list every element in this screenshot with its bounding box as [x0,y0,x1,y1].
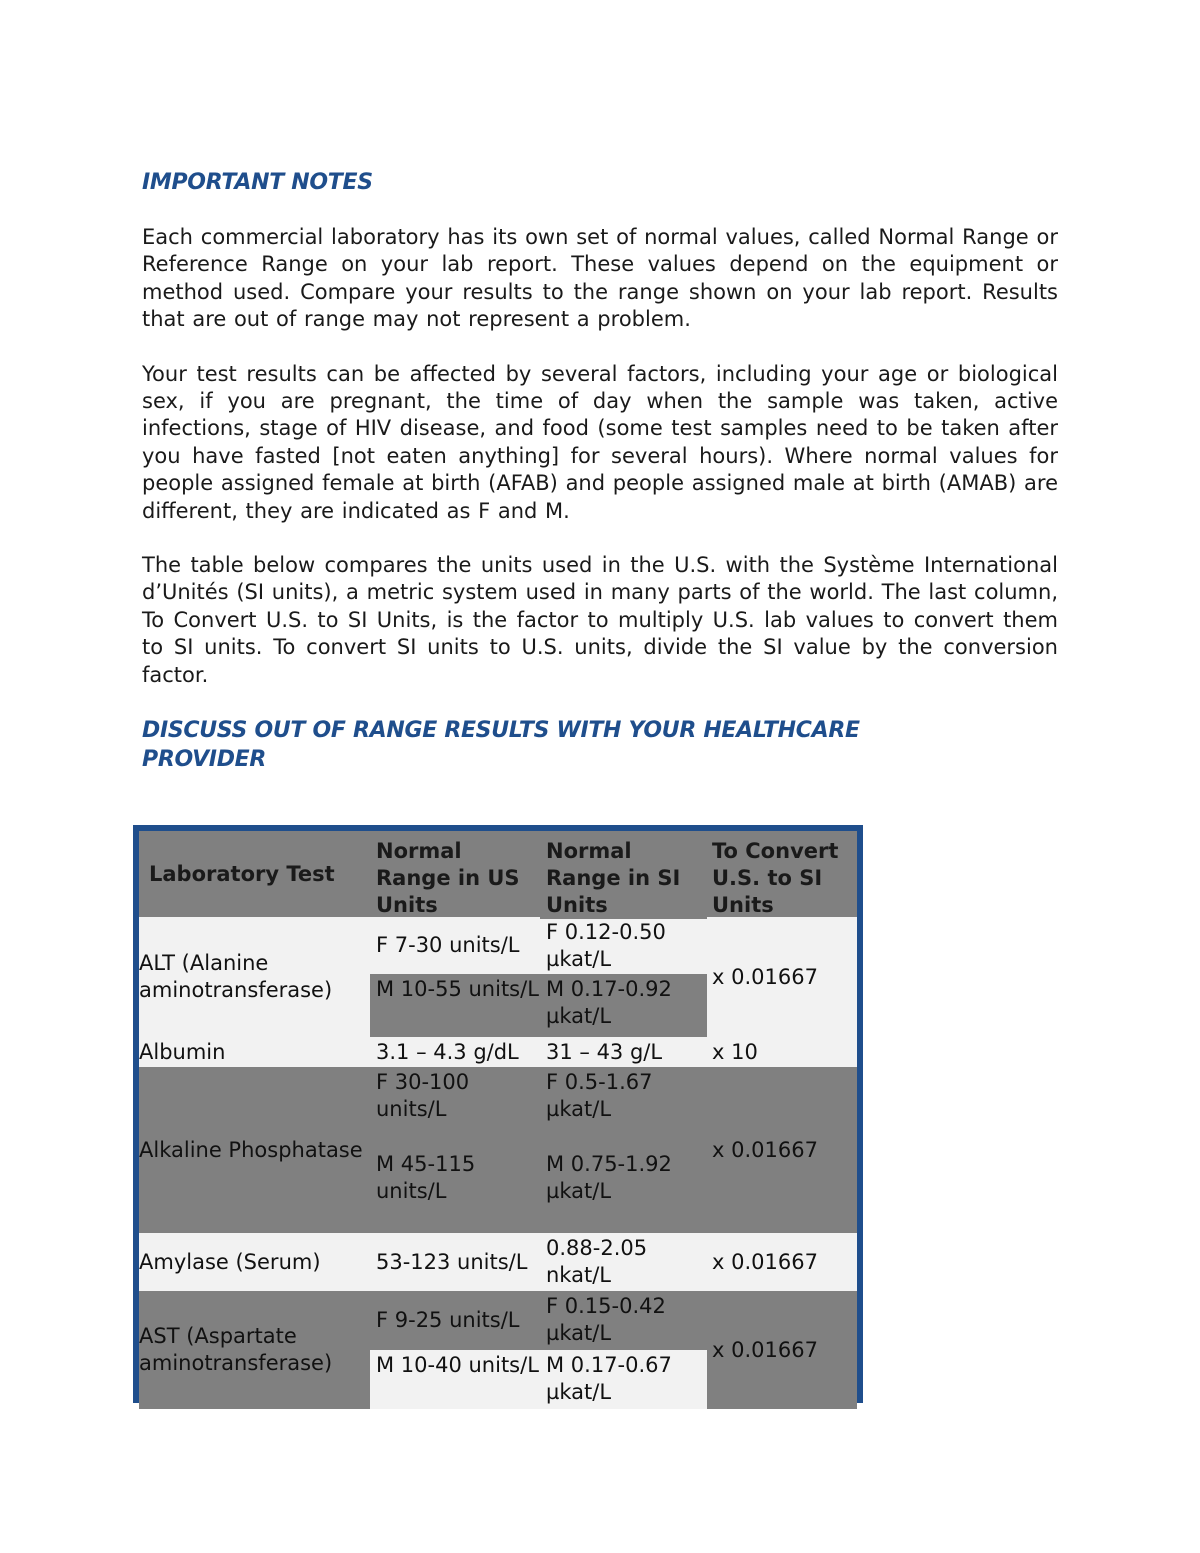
amylase-si: 0.88-2.05 nkat/L [540,1233,707,1291]
header-si-range: Normal Range in SI Units [540,838,707,917]
amylase-us: 53-123 units/L [370,1233,540,1291]
alt-us-male: M 10-55 units/L [370,974,540,1037]
alt-factor: x 0.01667 [707,917,857,1037]
alkp-si-male: M 0.75-1.92 µkat/L [540,1151,707,1206]
header-us-range: Normal Range in US Units [370,838,540,917]
notes-section [142,168,1058,774]
alkp-test-name: Alkaline Phosphatase [139,1067,370,1233]
ast-us-male: M 10-40 units/L [370,1350,540,1409]
important-notes-heading: IMPORTANT NOTES [142,170,373,195]
notes-paragraph-3: The table below compares the units used in the U.S. with the Système International d’Unités (SI units), a metric system used in many parts of the world. The last column, To Convert U.S. to SI Units, is the factor to multiply U.S. lab values to convert them to SI units. To convert SI units to U.S. units, divide the SI value by the conversion factor. [142,553,1058,687]
amylase-test-name: Amylase (Serum) [139,1233,370,1291]
notes-paragraph-2: Your test results can be affected by several factors, including your age or biological sex, if you are pregnant, the time of day when the sample was taken, active infections, stage of HIV disease, and food (some test samples need to be taken after you have fasted [not eaten anything] for several hours). Where normal values for people assigned female at birth (AFAB) and people assigned male at birth (AMAB) are different, they are indicated as F and M. [142,361,1058,523]
ast-test-name: AST (Aspartate aminotransferase) [139,1291,370,1409]
amylase-factor: x 0.01667 [707,1233,857,1291]
discuss-heading: DISCUSS OUT OF RANGE RESULTS WITH YOUR HEALTHCARE PROVIDER [142,718,860,773]
alkp-us-female: F 30-100 units/L [370,1069,540,1124]
alt-si-male: M 0.17-0.92 µkat/L [540,974,707,1037]
lab-values-table [133,825,863,1403]
ast-factor: x 0.01667 [707,1291,857,1409]
header-convert-factor: To Convert U.S. to SI Units [707,838,857,917]
alkp-factor: x 0.01667 [707,1067,857,1233]
albumin-si: 31 – 43 g/L [540,1037,707,1067]
ast-us-female: F 9-25 units/L [370,1291,540,1350]
ast-si-female: F 0.15-0.42 µkat/L [540,1293,707,1350]
albumin-test-name: Albumin [139,1037,370,1067]
albumin-factor: x 10 [707,1037,857,1067]
alt-test-name: ALT (Alanine aminotransferase) [139,917,370,1037]
alt-us-female: F 7-30 units/L [370,917,540,974]
alt-si-female: F 0.12-0.50 µkat/L [540,919,707,974]
albumin-us: 3.1 – 4.3 g/dL [370,1037,540,1067]
header-laboratory-test: Laboratory Test [139,831,370,917]
ast-si-male: M 0.17-0.67 µkat/L [540,1350,707,1409]
notes-paragraph-1: Each commercial laboratory has its own set of normal values, called Normal Range or Reference Range on your lab report. These values depend on the equipment or method used. Compare your results to the range shown on your lab report. Results that are out of range may not represent a problem. [142,225,1058,332]
alkp-us-male: M 45-115 units/L [370,1151,540,1206]
alkp-si-female: F 0.5-1.67 µkat/L [540,1069,707,1124]
